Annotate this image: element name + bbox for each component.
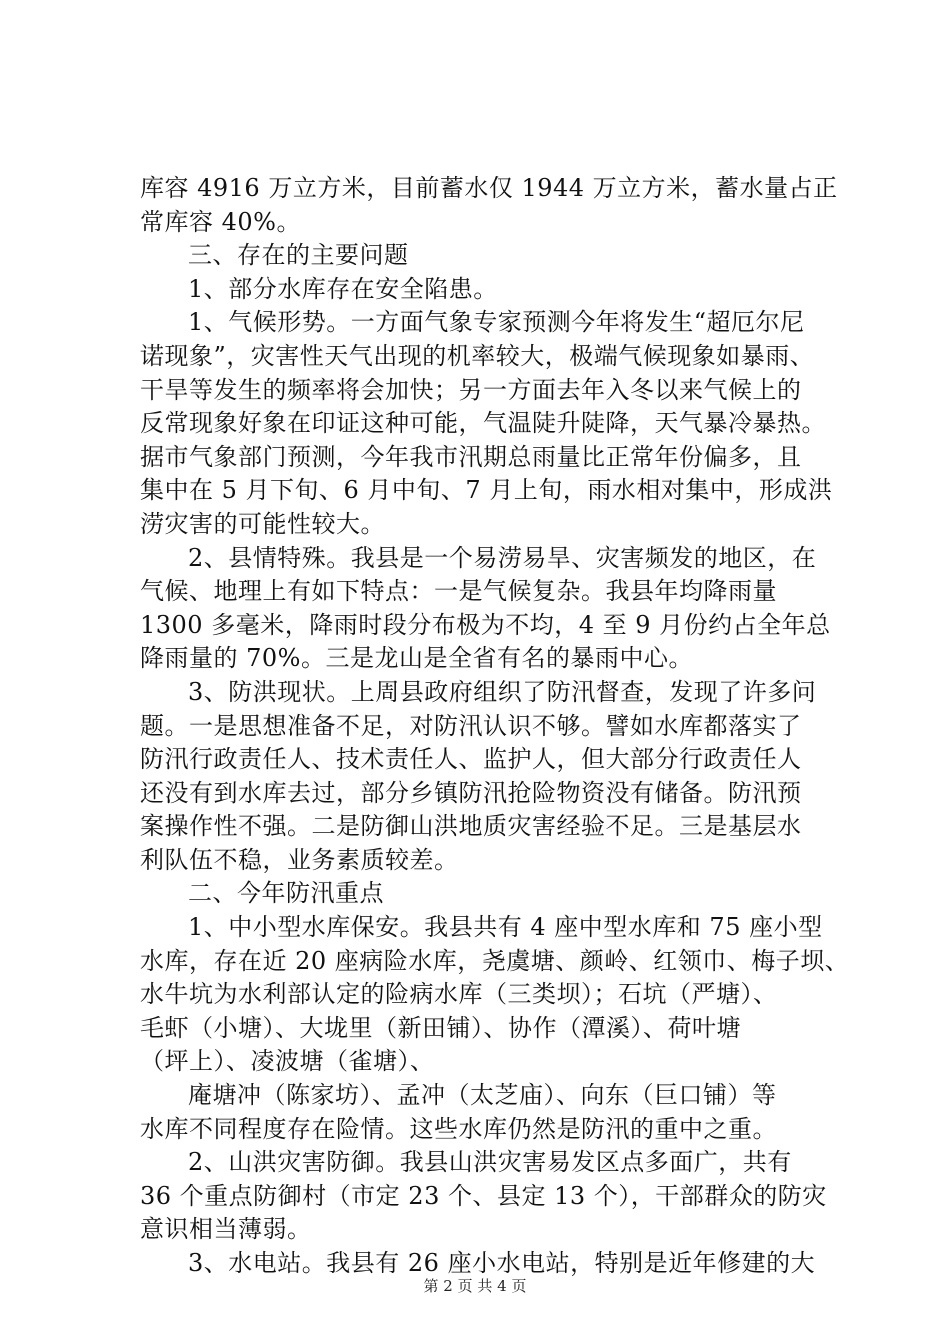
text-line: 题。一是思想准备不足，对防汛认识不够。譬如水库都落实了 bbox=[140, 711, 802, 740]
text-line: 反常现象好象在印证这种可能，气温陡升陡降，天气暴冷暴热。 bbox=[140, 409, 826, 438]
text-line: 庵塘冲（陈家坊）、孟冲（太芝庙）、向东（巨口铺）等 bbox=[188, 1081, 777, 1110]
text-line: 利队伍不稳，业务素质较差。 bbox=[140, 845, 459, 874]
text-line: 1、部分水库存在安全陷患。 bbox=[188, 274, 498, 303]
text-line: 1、中小型水库保安。我县共有 4 座中型水库和 75 座小型 bbox=[188, 913, 823, 942]
text-line: 还没有到水库去过，部分乡镇防汛抢险物资没有储备。防汛预 bbox=[140, 778, 802, 807]
section-heading: 三、存在的主要问题 bbox=[188, 241, 409, 270]
text-line: 水牛坑为水利部认定的险病水库（三类坝）；石坑（严塘）、 bbox=[140, 980, 778, 1009]
text-line: 涝灾害的可能性较大。 bbox=[140, 509, 385, 538]
text-line: 意识相当薄弱。 bbox=[140, 1215, 312, 1244]
page-footer bbox=[0, 1275, 950, 1296]
text-line: 气候、地理上有如下特点：一是气候复杂。我县年均降雨量 bbox=[140, 577, 777, 606]
text-line: 降雨量的 70%。三是龙山是全省有名的暴雨中心。 bbox=[140, 644, 693, 673]
text-line: 2、县情特殊。我县是一个易涝易旱、灾害频发的地区，在 bbox=[188, 543, 817, 572]
text-line: 库容 4916 万立方米，目前蓄水仅 1944 万立方米，蓄水量占正 bbox=[140, 174, 838, 202]
text-line: 干旱等发生的频率将会加快；另一方面去年入冬以来气候上的 bbox=[140, 375, 802, 404]
page-number-label: 第 2 页 共 4 页 bbox=[423, 1277, 527, 1295]
text-line: 1、气候形势。一方面气象专家预测今年将发生“超厄尔尼 bbox=[188, 308, 805, 337]
text-line: 集中在 5 月下旬、6 月中旬、7 月上旬，雨水相对集中，形成洪 bbox=[140, 476, 833, 505]
text-line: 据市气象部门预测，今年我市汛期总雨量比正常年份偏多，且 bbox=[140, 442, 802, 471]
text-line: 1300 多毫米，降雨时段分布极为不均，4 至 9 月份约占全年总 bbox=[140, 610, 831, 639]
text-line: 防汛行政责任人、技术责任人、监护人，但大部分行政责任人 bbox=[140, 745, 802, 774]
text-line: 3、防洪现状。上周县政府组织了防汛督查，发现了许多问 bbox=[188, 677, 817, 706]
text-line: 诺现象”，灾害性天气出现的机率较大，极端气候现象如暴雨、 bbox=[140, 341, 815, 370]
text-line: 水库，存在近 20 座病险水库，尧虞塘、颜岭、红领巾、梅子坝、 bbox=[140, 946, 850, 975]
text-line: 水库不同程度存在险情。这些水库仍然是防汛的重中之重。 bbox=[140, 1114, 777, 1143]
text-line: 36 个重点防御村（市定 23 个、县定 13 个），干部群众的防灾 bbox=[140, 1181, 827, 1210]
text-line: 2、山洪灾害防御。我县山洪灾害易发区点多面广，共有 bbox=[188, 1148, 792, 1177]
document-body bbox=[140, 172, 850, 1281]
text-line: 3、水电站。我县有 26 座小水电站，特别是近年修建的大 bbox=[188, 1249, 816, 1277]
text-line: （坪上）、凌波塘（雀塘）、 bbox=[140, 1047, 435, 1076]
text-line: 毛虾（小塘）、大垅里（新田铺）、协作（潭溪）、荷叶塘 bbox=[140, 1013, 741, 1042]
section-heading: 二、今年防汛重点 bbox=[188, 879, 384, 908]
text-line: 案操作性不强。二是防御山洪地质灾害经验不足。三是基层水 bbox=[140, 812, 802, 841]
text-line: 常库容 40%。 bbox=[140, 207, 301, 236]
